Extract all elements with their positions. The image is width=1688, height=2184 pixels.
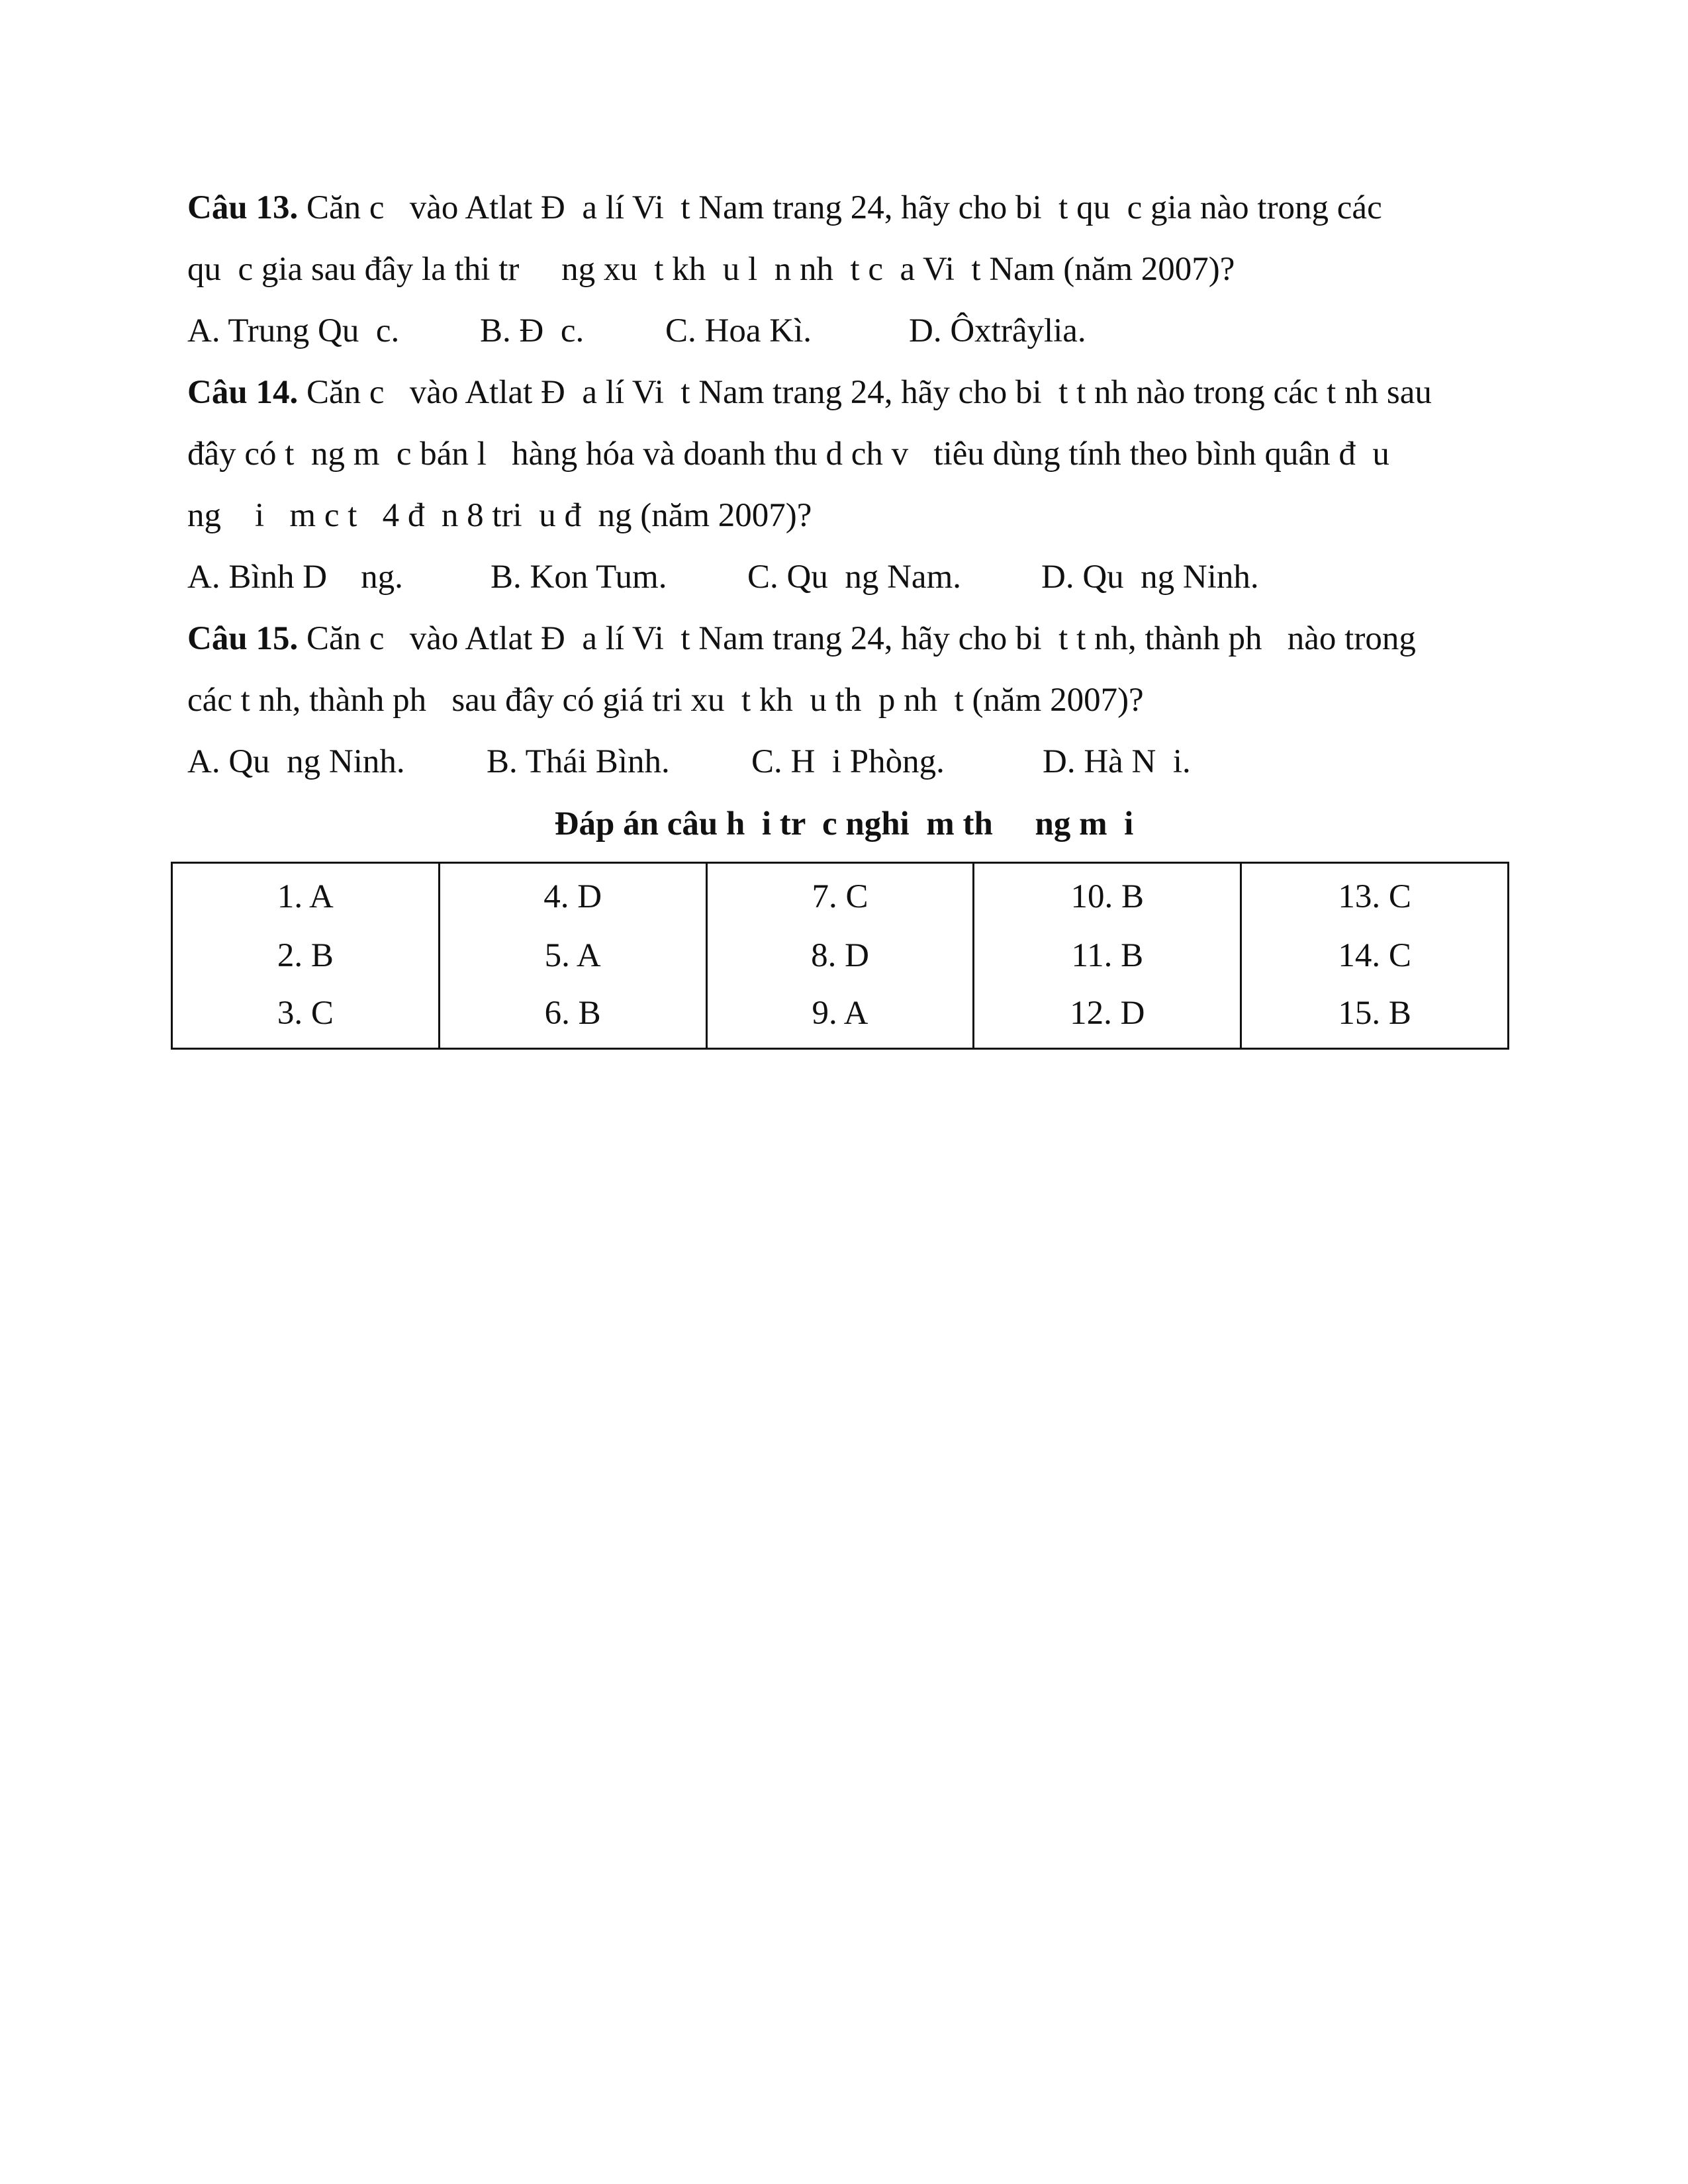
q15-option-b: B. Thái Bình. — [487, 743, 670, 780]
q13-option-b: B. Đ c. — [480, 312, 585, 349]
question-14-line-3: ng i m c t 4 đ n 8 tri u đ ng (năm 2007)? — [187, 497, 812, 534]
answer-cell: 11. B — [974, 925, 1241, 987]
answer-cell: 8. D — [706, 925, 974, 987]
q13-option-d: D. Ôxtrâylia. — [909, 312, 1086, 349]
question-15-number: Câu 15. — [187, 620, 299, 657]
question-13-line-1 — [187, 188, 1501, 228]
answer-cell: 6. B — [439, 987, 706, 1049]
answer-cell: 2. B — [172, 925, 440, 987]
q14-option-a: A. Bình D ng. — [187, 559, 403, 596]
table-row — [172, 987, 1509, 1049]
q14-option-d: D. Qu ng Ninh. — [1041, 559, 1259, 596]
answer-cell: 14. C — [1241, 925, 1509, 987]
q15-option-c: C. H i Phòng. — [751, 743, 945, 780]
answer-cell: 7. C — [706, 863, 974, 925]
q14-option-b: B. Kon Tum. — [491, 559, 667, 596]
q13-option-c: C. Hoa Kì. — [665, 312, 812, 349]
answer-cell: 3. C — [172, 987, 440, 1049]
q14-option-c: C. Qu ng Nam. — [747, 559, 961, 596]
q15-option-d: D. Hà N i. — [1043, 743, 1191, 780]
answer-cell: 15. B — [1241, 987, 1509, 1049]
question-15-line-1 — [187, 619, 1501, 659]
q15-option-a: A. Qu ng Ninh. — [187, 743, 405, 780]
answer-cell: 13. C — [1241, 863, 1509, 925]
question-14-text-1: Căn c vào Atlat Đ a lí Vi t Nam trang 24, hãy cho bi t t nh nào trong các t nh sau — [298, 374, 1432, 411]
answer-cell: 5. A — [439, 925, 706, 987]
question-14-line-2: đây có t ng m c bán l hàng hóa và doanh thu d ch v tiêu dùng tính theo bình quân đ u — [187, 435, 1389, 473]
question-15-line-2: các t nh, thành ph sau đây có giá tri xu t kh u th p nh t (năm 2007)? — [187, 682, 1144, 719]
question-13-line-2: qu c gia sau đây la thi tr ng xu t kh u l n nh t c a Vi t Nam (năm 2007)? — [187, 251, 1235, 288]
q13-option-a: A. Trung Qu c. — [187, 312, 400, 349]
table-row — [172, 863, 1509, 925]
question-15-text-1: Căn c vào Atlat Đ a lí Vi t Nam trang 24, hãy cho bi t t nh, thành ph nào trong — [298, 620, 1416, 657]
answer-cell: 4. D — [439, 863, 706, 925]
question-13-number: Câu 13. — [187, 189, 299, 226]
answer-table-title: Đáp án câu h i tr c nghi m th ng m i — [554, 805, 1134, 842]
table-row — [172, 925, 1509, 987]
question-13-text-1: Căn c vào Atlat Đ a lí Vi t Nam trang 24, hãy cho bi t qu c gia nào trong các — [298, 189, 1382, 226]
question-14-number: Câu 14. — [187, 374, 299, 411]
question-14-line-1 — [187, 373, 1501, 412]
answer-table — [171, 862, 1509, 1050]
answer-cell: 1. A — [172, 863, 440, 925]
answer-cell: 12. D — [974, 987, 1241, 1049]
answer-cell: 9. A — [706, 987, 974, 1049]
answer-cell: 10. B — [974, 863, 1241, 925]
